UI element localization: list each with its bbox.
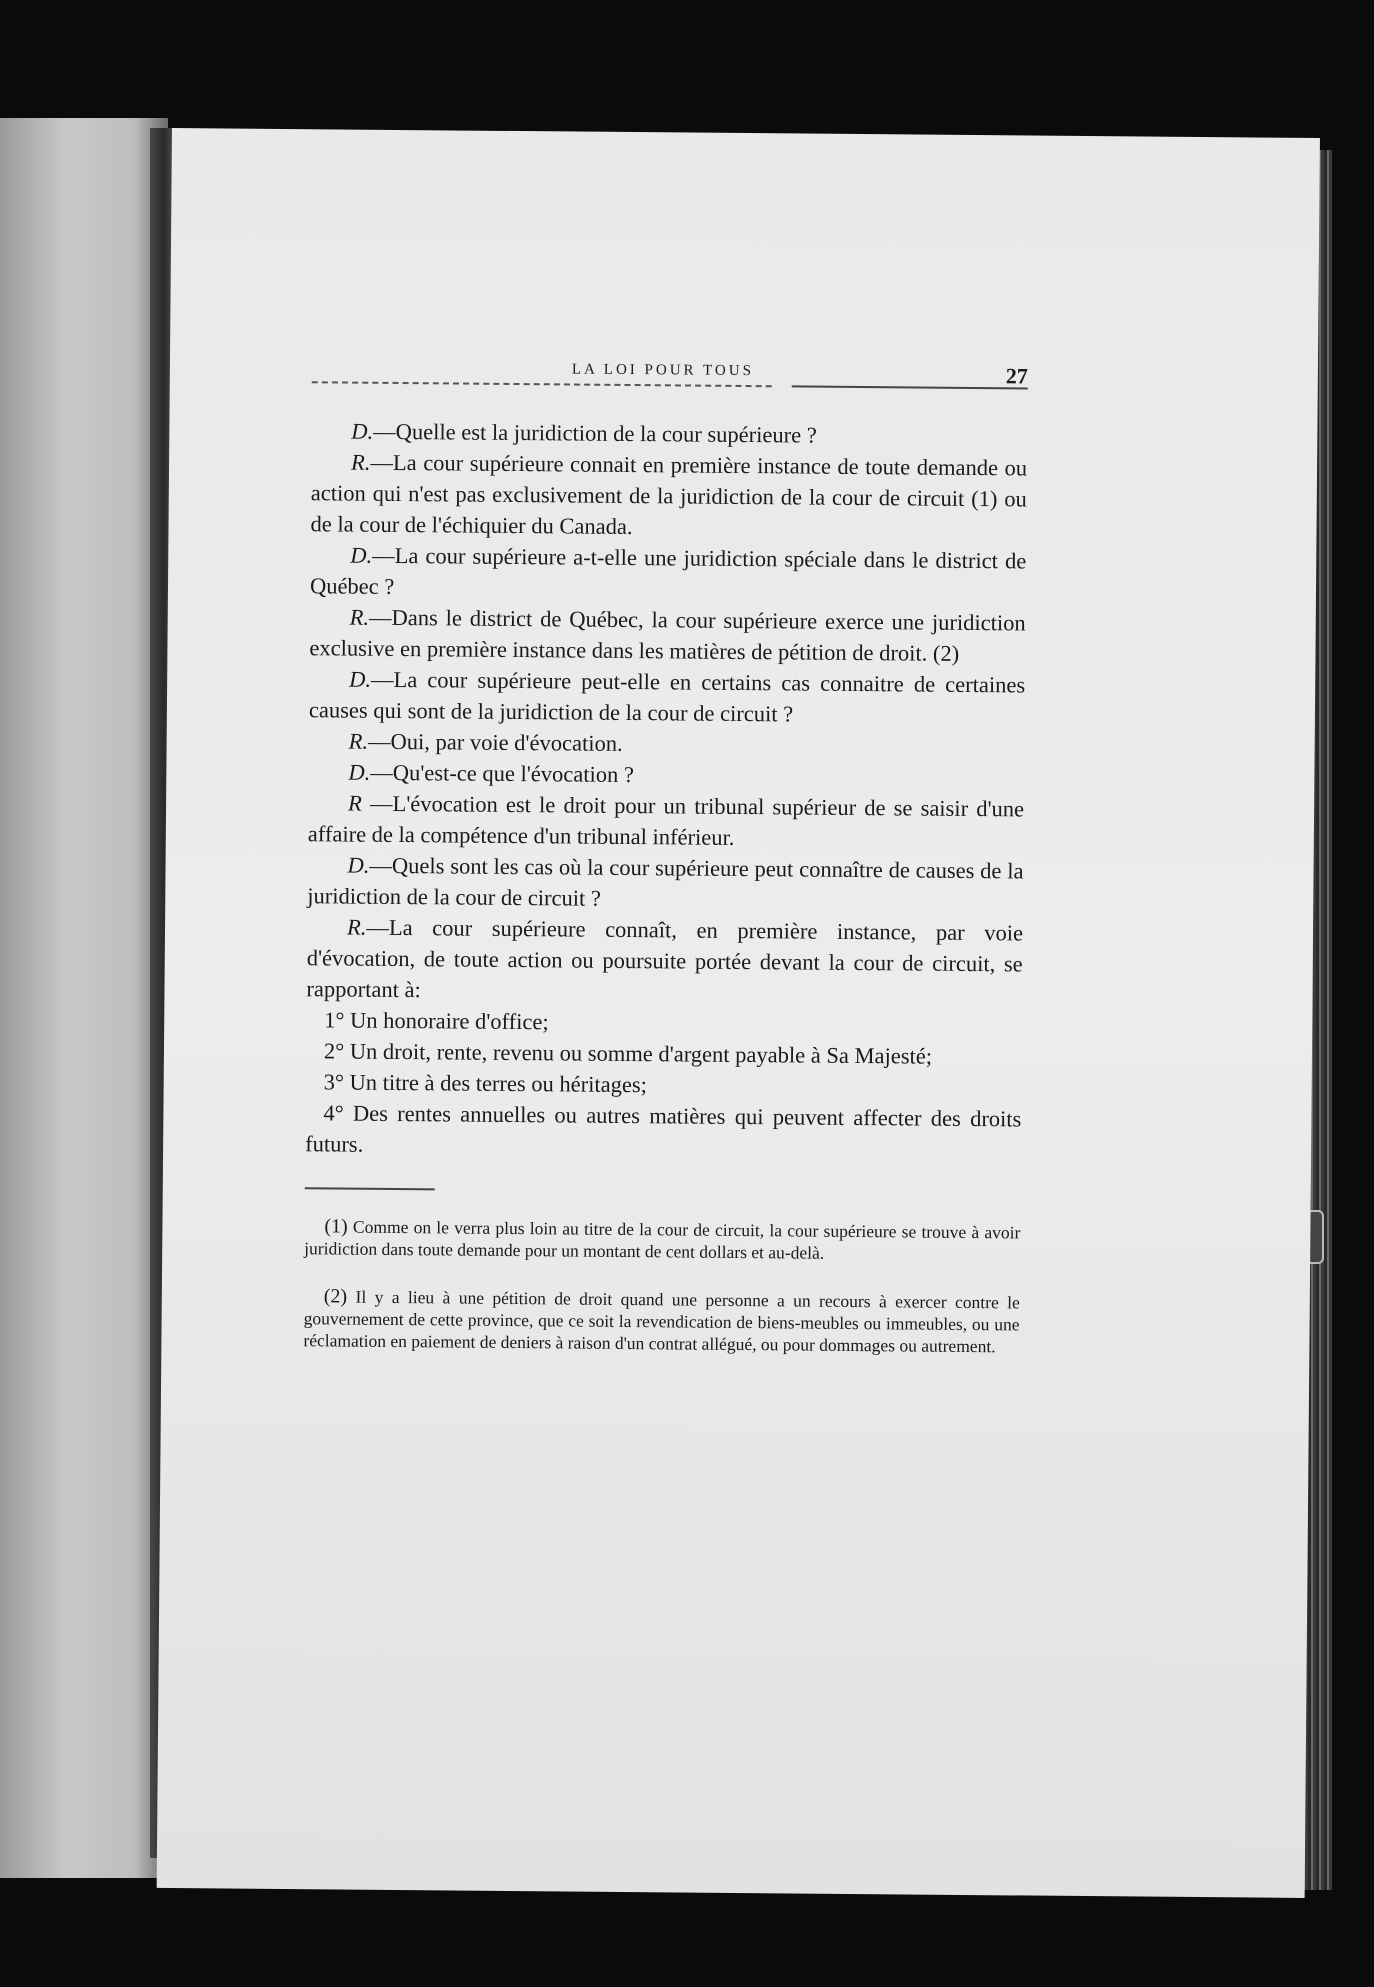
- list-item: 3° Un titre à des terres ou héritages;: [323, 1069, 648, 1098]
- paragraph-text: La cour supérieure a-t-elle une juridiction spéciale dans le district de Québec ?: [309, 542, 1027, 599]
- list-item: 1° Un honoraire d'office;: [324, 1007, 549, 1035]
- paragraph-text: La cour supérieure peut-elle en certains cas connaitre de certaines causes qui sont de la juridiction de la cour de circuit ?: [308, 666, 1026, 727]
- qa-label: R.: [348, 728, 369, 754]
- paragraph-text: Quelle est la juridiction de la cour supérieure ?: [395, 418, 817, 448]
- footnote-marker: (1): [324, 1215, 348, 1238]
- footnote-text: Comme on le verra plus loin au titre de la cour de circuit, la cour supérieure se trouve à avoir juridiction dans toute demande pour un montant de cent dollars et au-delà.: [304, 1216, 1021, 1263]
- qa-label: D.: [348, 759, 371, 785]
- paragraph: [310, 539, 1027, 607]
- paragraph: [309, 601, 1026, 669]
- body-text: [305, 415, 1027, 1165]
- paragraph: [309, 663, 1026, 731]
- qa-separator: —: [369, 852, 393, 878]
- paragraph-text: L'évocation est le droit pour un tribunal supérieur de se saisir d'une affaire de la compétence d'un tribunal inférieur.: [307, 790, 1025, 850]
- footnote: [304, 1215, 1020, 1265]
- qa-separator: —: [373, 418, 396, 444]
- qa-separator: —: [361, 790, 393, 816]
- book-page: [157, 128, 1320, 1898]
- footnote: [303, 1285, 1020, 1357]
- footnote-rule: [305, 1187, 435, 1190]
- list-item: 2° Un droit, rente, revenu ou somme d'argent payable à Sa Majesté;: [323, 1038, 933, 1069]
- qa-label: D.: [349, 666, 372, 692]
- qa-label: R.: [350, 449, 371, 475]
- running-head-title: LA LOI POUR TOUS: [571, 361, 755, 380]
- paragraph-text: Dans le district de Québec, la cour supérieure exerce une juridiction exclusive en première instance dans les matières de pétition de droit. (2): [309, 604, 1026, 666]
- qa-separator: —: [372, 542, 395, 568]
- qa-label: R.: [346, 914, 367, 940]
- qa-separator: —: [366, 914, 390, 940]
- paragraph: [307, 849, 1024, 917]
- left-facing-page: [0, 118, 168, 1878]
- paragraph: [308, 787, 1025, 855]
- paragraph-text: Oui, par voie d'évocation.: [390, 728, 623, 756]
- qa-separator: —: [367, 728, 391, 754]
- qa-label: D.: [350, 542, 373, 568]
- paragraph: [310, 446, 1027, 545]
- paragraph-text: Quels sont les cas où la cour supérieure peut connaître de causes de la juridiction de la cour de circuit ?: [307, 852, 1024, 911]
- page-number: 27: [1005, 363, 1028, 389]
- list-item: 4° Des rentes annuelles ou autres matières qui peuvent affecter des droits futurs.: [305, 1100, 1022, 1157]
- paragraph-text: La cour supérieure connait en première instance de toute demande ou action qui n'est pas exclusivement de la juridiction de la cour de circuit (1) ou de la cour de l'échiquier du Canada.: [310, 449, 1028, 540]
- qa-label: D.: [347, 852, 370, 878]
- footnote-marker: (2): [323, 1285, 348, 1308]
- footnote-text: Il y a lieu à une pétition de droit quand une personne a un recours à exercer contre le gouvernement de cette province, que ce soit la revendication de biens-meubles ou immeubles, ou une réclamation en paiement de deniers à raison d'un contrat allégué, ou pour dommages ou autrement.: [303, 1286, 1020, 1357]
- paragraph-text: La cour supérieure connaît, en première instance, par voie d'évocation, de toute action ou poursuite portée devant la cour de circuit, se rapportant à:: [306, 914, 1024, 1003]
- qa-separator: —: [370, 449, 394, 475]
- qa-label: D.: [351, 418, 374, 444]
- paragraph: [306, 911, 1023, 1010]
- qa-separator: —: [369, 604, 392, 630]
- qa-label: R: [348, 790, 362, 816]
- qa-label: R.: [349, 604, 370, 630]
- running-head: [312, 359, 1028, 401]
- head-rule-right: [792, 385, 1028, 389]
- qa-separator: —: [370, 759, 393, 785]
- paragraph-text: Qu'est-ce que l'évocation ?: [392, 759, 635, 788]
- head-rule-left: [312, 381, 772, 387]
- qa-separator: —: [370, 666, 394, 692]
- page-content: [303, 359, 1028, 1383]
